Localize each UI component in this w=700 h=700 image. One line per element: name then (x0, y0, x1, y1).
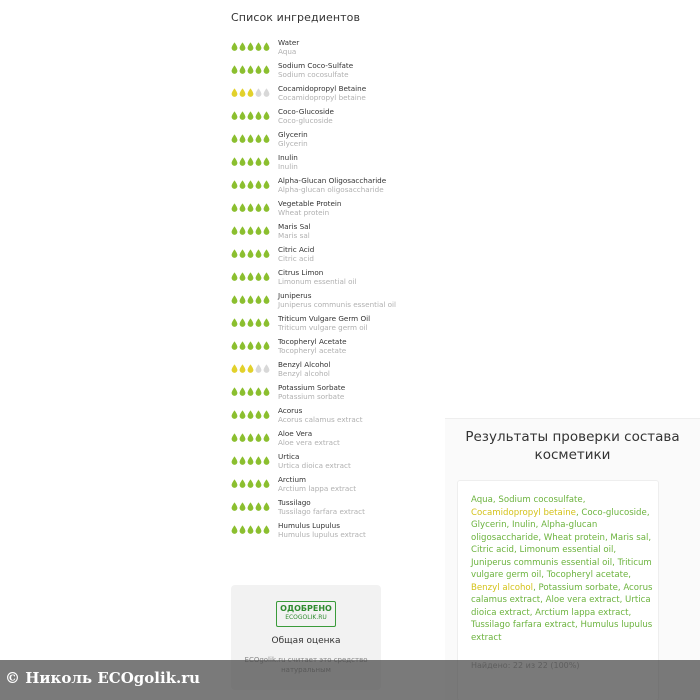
ingredient-row[interactable] (231, 474, 401, 493)
drop-icon (255, 65, 262, 74)
result-ingredient[interactable]: Citric acid (471, 545, 514, 555)
safety-rating (231, 134, 278, 143)
safety-rating (231, 502, 278, 511)
ingredient-inci: Triticum vulgare germ oil (278, 322, 368, 332)
drop-icon (263, 525, 270, 534)
drop-icon (263, 111, 270, 120)
drop-icon (239, 203, 246, 212)
ingredient-name: Coco-Glucoside (278, 106, 334, 116)
ingredient-row[interactable] (231, 129, 401, 148)
ingredient-name: Juniperus (278, 290, 312, 300)
ingredient-name: Tussilago (278, 497, 311, 507)
safety-rating (231, 456, 278, 465)
drop-icon (263, 65, 270, 74)
ingredient-inci: Humulus lupulus extract (278, 529, 366, 539)
drop-icon (263, 180, 270, 189)
ingredient-text (278, 360, 330, 378)
drop-icon (231, 272, 238, 281)
result-ingredient[interactable]: Acorus calamus extract (471, 582, 653, 605)
drop-icon (255, 203, 262, 212)
drop-icon (239, 456, 246, 465)
drop-icon (255, 295, 262, 304)
result-ingredient[interactable]: Triticum vulgare germ oil (471, 557, 652, 580)
ingredient-row[interactable] (231, 405, 401, 424)
ingredient-inci: Alpha-glucan oligosaccharide (278, 184, 384, 194)
drop-icon (255, 456, 262, 465)
result-ingredient[interactable]: Glycerin (471, 520, 507, 530)
drop-icon (247, 479, 254, 488)
ingredient-text (278, 429, 340, 447)
result-ingredient[interactable]: Wheat protein (543, 532, 605, 543)
result-ingredient[interactable]: Benzyl alcohol (471, 582, 534, 593)
result-ingredient[interactable]: Aqua (471, 495, 493, 505)
drop-icon (239, 387, 246, 396)
safety-rating (231, 226, 278, 235)
safety-rating (231, 387, 278, 396)
drop-icon (239, 295, 246, 304)
result-ingredient[interactable]: Alpha-glucan oligosaccharide (471, 520, 598, 543)
safety-rating (231, 88, 278, 97)
stamp-line-1: ОДОБРЕНО (280, 604, 332, 613)
drop-icon (255, 341, 262, 350)
result-ingredient[interactable]: Coco-glucoside (581, 507, 647, 518)
drop-icon (255, 318, 262, 327)
ingredient-text (278, 268, 357, 286)
result-ingredient[interactable]: Potassium sorbate (538, 582, 618, 593)
ingredient-name: Triticum Vulgare Germ Oil (278, 313, 371, 323)
result-ingredient[interactable]: Aloe vera extract (545, 595, 620, 605)
drop-icon (231, 111, 238, 120)
drop-icon (255, 410, 262, 419)
result-ingredient[interactable]: Arctium lappa extract (535, 607, 629, 618)
approved-stamp (276, 601, 336, 627)
ingredient-inci: Urtica dioica extract (278, 460, 351, 470)
ingredient-text (278, 199, 341, 217)
drop-icon (255, 42, 262, 51)
ingredient-name: Alpha-Glucan Oligosaccharide (278, 175, 387, 185)
drop-icon (239, 65, 246, 74)
drop-icon (239, 318, 246, 327)
ingredient-text (278, 406, 363, 424)
drop-icon (255, 525, 262, 534)
drop-icon (263, 410, 270, 419)
drop-icon (247, 295, 254, 304)
ingredient-name: Glycerin (278, 129, 308, 139)
watermark-bar (0, 660, 700, 700)
result-ingredient[interactable]: Maris sal (610, 532, 649, 543)
safety-rating (231, 203, 278, 212)
ingredient-row[interactable] (231, 152, 401, 171)
drop-icon (231, 180, 238, 189)
drop-icon (239, 341, 246, 350)
drop-icon (263, 203, 270, 212)
drop-icon (231, 318, 238, 327)
ingredient-inci: Inulin (278, 161, 298, 171)
drop-icon (255, 249, 262, 258)
drop-icon (231, 157, 238, 166)
drop-icon (247, 65, 254, 74)
drop-icon (239, 249, 246, 258)
ingredient-inci: Tussilago farfara extract (278, 506, 365, 516)
ingredient-inci: Maris sal (278, 230, 310, 240)
drop-icon (263, 249, 270, 258)
drop-icon (255, 134, 262, 143)
ingredient-inci: Potassium sorbate (278, 391, 345, 401)
ingredient-name: Maris Sal (278, 221, 311, 231)
safety-rating (231, 65, 278, 74)
result-ingredient[interactable]: Cocamidopropyl betaine (471, 507, 576, 518)
result-ingredient[interactable]: Sodium cocosulfate (498, 495, 583, 505)
safety-rating (231, 410, 278, 419)
ingredient-text (278, 337, 347, 355)
drop-icon (263, 318, 270, 327)
safety-rating (231, 272, 278, 281)
ingredient-text (278, 61, 353, 79)
drop-icon (263, 433, 270, 442)
watermark-text: © Николь ECOgolik.ru (5, 669, 201, 687)
drop-icon (247, 203, 254, 212)
drop-icon (247, 249, 254, 258)
drop-icon (247, 410, 254, 419)
safety-rating (231, 525, 278, 534)
ingredient-text (278, 475, 356, 493)
drop-icon (231, 502, 238, 511)
ingredient-row[interactable] (231, 451, 401, 470)
safety-rating (231, 364, 278, 373)
drop-icon (231, 433, 238, 442)
drop-icon (255, 157, 262, 166)
ingredient-inci: Citric acid (278, 253, 314, 263)
ingredient-name: Cocamidopropyl Betaine (278, 83, 367, 93)
safety-rating (231, 295, 278, 304)
ingredient-row[interactable] (231, 428, 401, 447)
drop-icon (239, 111, 246, 120)
drop-icon (239, 42, 246, 51)
drop-icon (263, 295, 270, 304)
ingredient-text (278, 452, 351, 470)
ingredient-name: Acorus (278, 405, 303, 415)
ingredient-name: Vegetable Protein (278, 198, 342, 208)
result-ingredient[interactable]: Urtica dioica extract (471, 595, 651, 618)
drop-icon (231, 479, 238, 488)
ingredient-row[interactable] (231, 336, 401, 355)
ingredient-text (278, 314, 370, 332)
ingredient-name: Citrus Limon (278, 267, 324, 277)
ingredient-row[interactable] (231, 221, 401, 240)
drop-icon (255, 502, 262, 511)
ingredient-text (278, 521, 366, 539)
results-ingredient-list: Aqua, Sodium cocosulfate, Cocamidopropyl betaine, Coco-glucoside, Glycerin, Inulin, Alpha-glucan oligosaccharide, Wheat protein, Maris sal, Citric acid, Limonum essential oil, Juniperus communis essential oil, Triticum vulgare germ oil, Tocopheryl acetate, Benzyl alcohol, Potassium sorbate, Acorus calamus extract, Aloe vera extract, Urtica dioica extract, Arctium lappa extract, Tussilago farfara extract, Humulus lupulus extract (471, 495, 653, 643)
drop-icon (239, 226, 246, 235)
ingredient-row[interactable] (231, 244, 401, 263)
safety-rating (231, 42, 278, 51)
drop-icon (247, 364, 254, 373)
ingredient-inci: Arctium lappa extract (278, 483, 357, 493)
ingredient-inci: Aqua (278, 46, 297, 56)
drop-icon (239, 410, 246, 419)
ingredient-text (278, 176, 386, 194)
ingredients-list (231, 37, 401, 543)
ingredient-row[interactable] (231, 106, 401, 125)
drop-icon (239, 157, 246, 166)
result-ingredient[interactable]: Humulus lupulus extract (471, 620, 653, 643)
drop-icon (231, 65, 238, 74)
ingredient-inci: Coco-glucoside (278, 115, 333, 125)
ingredient-inci: Benzyl alcohol (278, 368, 330, 378)
ingredient-text (278, 38, 299, 56)
result-ingredient[interactable]: Limonum essential oil (519, 545, 614, 555)
drop-icon (239, 134, 246, 143)
ingredient-row[interactable] (231, 198, 401, 217)
drop-icon (231, 226, 238, 235)
ingredient-text (278, 291, 396, 309)
drop-icon (231, 456, 238, 465)
drop-icon (263, 272, 270, 281)
ingredient-name: Citric Acid (278, 244, 315, 254)
ingredient-name: Benzyl Alcohol (278, 359, 331, 369)
ingredient-text (278, 130, 308, 148)
safety-rating (231, 479, 278, 488)
drop-icon (247, 525, 254, 534)
drop-icon (255, 387, 262, 396)
ingredient-name: Arctium (278, 474, 307, 484)
ingredient-row[interactable] (231, 83, 401, 102)
result-ingredient[interactable]: Tocopheryl acetate (546, 570, 629, 580)
ingredient-inci: Cocamidopropyl betaine (278, 92, 366, 102)
drop-icon (239, 272, 246, 281)
result-ingredient[interactable]: Inulin (511, 520, 536, 530)
ingredient-text (278, 383, 345, 401)
safety-rating (231, 157, 278, 166)
ingredient-row[interactable] (231, 175, 401, 194)
drop-icon (239, 180, 246, 189)
drop-icon (263, 479, 270, 488)
drop-icon (255, 111, 262, 120)
drop-icon (247, 157, 254, 166)
drop-icon (239, 525, 246, 534)
results-title: Результаты проверки состава косметики (465, 429, 680, 463)
drop-icon (231, 203, 238, 212)
drop-icon (247, 387, 254, 396)
ingredient-row[interactable] (231, 37, 401, 56)
safety-rating (231, 318, 278, 327)
safety-rating (231, 249, 278, 258)
drop-icon (231, 341, 238, 350)
ingredient-row[interactable] (231, 267, 401, 286)
ingredient-inci: Glycerin (278, 138, 308, 148)
ingredient-text (278, 107, 334, 125)
ingredient-name: Water (278, 37, 300, 47)
safety-rating (231, 111, 278, 120)
drop-icon (247, 134, 254, 143)
drop-icon (263, 502, 270, 511)
ingredient-text (278, 153, 298, 171)
drop-icon (255, 364, 262, 373)
ingredient-name: Urtica (278, 451, 300, 461)
drop-icon (239, 433, 246, 442)
ingredient-name: Humulus Lupulus (278, 520, 340, 530)
drop-icon (231, 42, 238, 51)
ingredient-row[interactable] (231, 497, 401, 516)
ingredient-text (278, 498, 365, 516)
drop-icon (231, 134, 238, 143)
drop-icon (263, 387, 270, 396)
drop-icon (247, 433, 254, 442)
drop-icon (239, 364, 246, 373)
drop-icon (231, 364, 238, 373)
ingredient-inci: Limonum essential oil (278, 276, 357, 286)
drop-icon (263, 456, 270, 465)
drop-icon (247, 42, 254, 51)
drop-icon (247, 456, 254, 465)
ingredient-inci: Acorus calamus extract (278, 414, 363, 424)
drop-icon (247, 180, 254, 189)
drop-icon (247, 111, 254, 120)
safety-rating (231, 341, 278, 350)
drop-icon (263, 341, 270, 350)
drop-icon (247, 341, 254, 350)
ingredient-name: Sodium Coco-Sulfate (278, 60, 354, 70)
result-ingredient[interactable]: Juniperus communis essential oil (471, 557, 613, 568)
drop-icon (239, 502, 246, 511)
ingredient-inci: Juniperus communis essential oil (278, 299, 397, 309)
ingredient-row[interactable] (231, 60, 401, 79)
ingredient-row[interactable] (231, 290, 401, 309)
safety-rating (231, 180, 278, 189)
ingredient-inci: Wheat protein (278, 207, 330, 217)
ingredient-row[interactable] (231, 382, 401, 401)
drop-icon (255, 479, 262, 488)
ingredient-name: Tocopheryl Acetate (278, 336, 347, 346)
drop-icon (263, 364, 270, 373)
ingredient-text (278, 245, 314, 263)
drop-icon (231, 295, 238, 304)
ingredient-row[interactable] (231, 313, 401, 332)
drop-icon (231, 410, 238, 419)
ingredient-inci: Sodium cocosulfate (278, 69, 349, 79)
drop-icon (255, 226, 262, 235)
drop-icon (239, 88, 246, 97)
drop-icon (263, 134, 270, 143)
drop-icon (231, 88, 238, 97)
drop-icon (231, 249, 238, 258)
drop-icon (247, 88, 254, 97)
drop-icon (255, 180, 262, 189)
drop-icon (247, 502, 254, 511)
drop-icon (263, 157, 270, 166)
ingredient-text (278, 222, 311, 240)
stamp-line-2: ECOGOLIK.RU (285, 614, 327, 621)
drop-icon (255, 272, 262, 281)
drop-icon (263, 42, 270, 51)
drop-icon (231, 387, 238, 396)
result-ingredient[interactable]: Tussilago farfara extract (471, 620, 575, 630)
ingredient-row[interactable] (231, 359, 401, 378)
drop-icon (247, 272, 254, 281)
drop-icon (247, 226, 254, 235)
overall-rating-title: Общая оценка (271, 636, 341, 646)
ingredient-inci: Aloe vera extract (278, 437, 340, 447)
ingredient-inci: Tocopheryl acetate (278, 345, 347, 355)
drop-icon (239, 479, 246, 488)
drop-icon (263, 88, 270, 97)
drop-icon (255, 88, 262, 97)
drop-icon (247, 318, 254, 327)
ingredient-name: Potassium Sorbate (278, 382, 346, 392)
ingredient-row[interactable] (231, 520, 401, 539)
ingredient-name: Aloe Vera (278, 428, 313, 438)
ingredient-text (278, 84, 366, 102)
ingredients-title: Список ингредиентов (231, 11, 361, 24)
drop-icon (255, 433, 262, 442)
ingredient-name: Inulin (278, 152, 298, 162)
drop-icon (263, 226, 270, 235)
results-panel (445, 418, 700, 700)
drop-icon (231, 525, 238, 534)
safety-rating (231, 433, 278, 442)
